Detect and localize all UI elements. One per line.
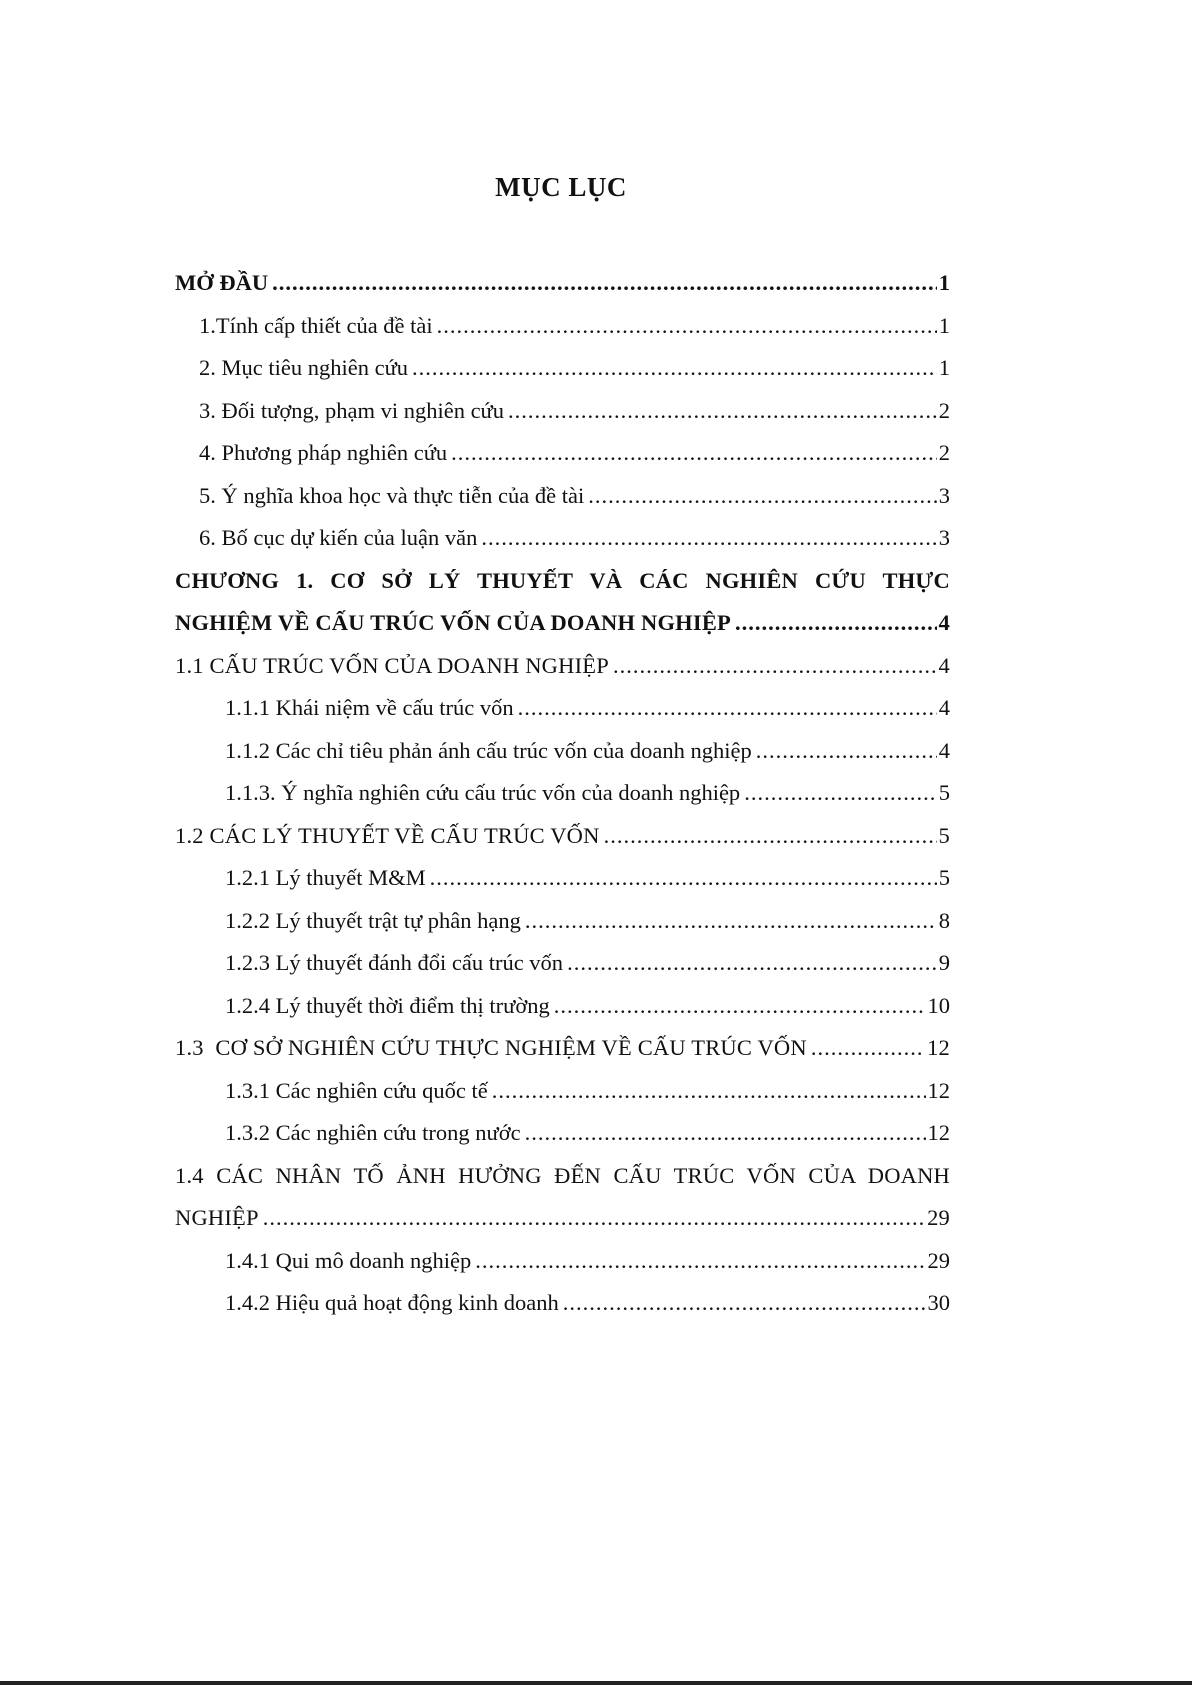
toc-entry-page: 3 bbox=[938, 482, 950, 508]
dot-leader bbox=[412, 355, 937, 381]
toc-entry[interactable] bbox=[175, 1205, 950, 1248]
toc-entry-line1[interactable]: CHƯƠNG 1. CƠ SỞ LÝ THUYẾT VÀ CÁC NGHIÊN CỨU THỰC bbox=[175, 567, 950, 593]
dot-leader bbox=[563, 1290, 926, 1316]
dot-leader bbox=[263, 1205, 925, 1231]
toc-entry-page: 8 bbox=[938, 907, 950, 933]
toc-entry-label: 4. Phương pháp nghiên cứu bbox=[199, 440, 448, 465]
toc-entry[interactable] bbox=[175, 1120, 950, 1163]
toc-entry-page: 5 bbox=[938, 780, 950, 805]
toc-entry-label: 1.4.2 Hiệu quả hoạt động kinh doanh bbox=[225, 1290, 559, 1315]
toc-entry[interactable] bbox=[175, 908, 950, 951]
toc-entry[interactable] bbox=[175, 780, 950, 823]
toc-entry-page: 12 bbox=[927, 1120, 950, 1145]
toc-entry[interactable] bbox=[175, 483, 950, 526]
toc-entry-label: 1.3 CƠ SỞ NGHIÊN CỨU THỰC NGHIỆM VỀ CẤU TRÚC VỐN bbox=[175, 1035, 807, 1060]
toc-entry[interactable] bbox=[175, 1248, 950, 1291]
toc-entry-page: 10 bbox=[927, 992, 950, 1018]
toc-entry-page: 5 bbox=[938, 865, 950, 890]
toc-entry-label: 1.3.2 Các nghiên cứu trong nước bbox=[225, 1120, 521, 1145]
toc-entry-page: 4 bbox=[938, 610, 950, 635]
toc-entry-label: 1.1.3. Ý nghĩa nghiên cứu cấu trúc vốn của doanh nghiệp bbox=[225, 780, 741, 805]
dot-leader bbox=[756, 738, 937, 764]
dot-leader bbox=[492, 1078, 926, 1104]
toc-entry[interactable] bbox=[175, 525, 950, 568]
dot-leader bbox=[604, 823, 937, 849]
toc-entry-label: 3. Đối tượng, phạm vi nghiên cứu bbox=[199, 397, 505, 423]
dot-leader bbox=[437, 313, 937, 339]
toc-entry-label: 2. Mục tiêu nghiên cứu bbox=[199, 355, 409, 380]
toc-entry-label: 1.1 CẤU TRÚC VỐN CỦA DOANH NGHIỆP bbox=[175, 652, 609, 678]
toc-entry[interactable] bbox=[175, 1290, 950, 1333]
toc-entry-page: 29 bbox=[927, 1205, 950, 1230]
toc-entry[interactable] bbox=[175, 1078, 950, 1121]
page-bottom-edge bbox=[0, 1681, 1192, 1685]
toc-entry-page: 29 bbox=[927, 1247, 950, 1273]
dot-leader bbox=[518, 695, 937, 721]
dot-leader bbox=[811, 1035, 925, 1061]
dot-leader bbox=[588, 483, 937, 509]
dot-leader bbox=[554, 993, 926, 1019]
toc-entry-label: 1.2.3 Lý thuyết đánh đổi cấu trúc vốn bbox=[225, 950, 564, 975]
toc-entry-line1[interactable]: 1.4 CÁC NHÂN TỐ ẢNH HƯỞNG ĐẾN CẤU TRÚC VỐN CỦA DOANH bbox=[175, 1162, 950, 1188]
toc-entry-label: 1.2 CÁC LÝ THUYẾT VỀ CẤU TRÚC VỐN bbox=[175, 822, 600, 848]
toc-entry[interactable] bbox=[175, 823, 950, 866]
toc-entry-page: 1 bbox=[938, 312, 950, 338]
toc-entry-page: 4 bbox=[938, 737, 950, 763]
dot-leader bbox=[613, 653, 937, 679]
dot-leader bbox=[430, 865, 937, 891]
toc-entry[interactable] bbox=[175, 398, 950, 441]
toc-entry-label: 1.1.1 Khái niệm về cấu trúc vốn bbox=[225, 695, 514, 720]
toc-entry[interactable] bbox=[175, 993, 950, 1036]
table-of-contents bbox=[175, 270, 950, 1333]
toc-entry-page: 4 bbox=[938, 652, 950, 678]
dot-leader bbox=[735, 610, 937, 636]
dot-leader bbox=[525, 908, 937, 934]
toc-entry-page: 12 bbox=[927, 1035, 950, 1060]
toc-entry[interactable] bbox=[175, 695, 950, 738]
dot-leader bbox=[744, 780, 937, 806]
toc-entry[interactable] bbox=[175, 313, 950, 356]
toc-entry-page: 5 bbox=[938, 822, 950, 848]
toc-entry-label: 1.4.1 Qui mô doanh nghiệp bbox=[225, 1247, 472, 1273]
toc-entry[interactable] bbox=[175, 270, 950, 313]
toc-entry-page: 2 bbox=[938, 397, 950, 423]
toc-entry-label: 1.2.2 Lý thuyết trật tự phân hạng bbox=[225, 907, 521, 933]
toc-entry-page: 3 bbox=[938, 525, 950, 550]
toc-entry-label: NGHIỆM VỀ CẤU TRÚC VỐN CỦA DOANH NGHIỆP bbox=[175, 610, 731, 635]
toc-entry[interactable] bbox=[175, 1035, 950, 1078]
toc-entry[interactable] bbox=[175, 440, 950, 483]
toc-entry-label: 1.3.1 Các nghiên cứu quốc tế bbox=[225, 1077, 488, 1103]
toc-entry-label: MỞ ĐẦU bbox=[175, 270, 269, 295]
toc-entry-label: 1.1.2 Các chỉ tiêu phản ánh cấu trúc vốn của doanh nghiệp bbox=[225, 737, 752, 763]
toc-entry-label: 1.2.4 Lý thuyết thời điểm thị trường bbox=[225, 992, 550, 1018]
toc-entry[interactable] bbox=[175, 355, 950, 398]
toc-entry-page: 30 bbox=[927, 1290, 950, 1315]
dot-leader bbox=[525, 1120, 926, 1146]
toc-entry[interactable] bbox=[175, 610, 950, 653]
toc-entry-page: 12 bbox=[927, 1077, 950, 1103]
toc-entry-page: 1 bbox=[938, 270, 950, 295]
toc-entry-label: NGHIỆP bbox=[175, 1205, 259, 1230]
toc-entry-label: 6. Bố cục dự kiến của luận văn bbox=[199, 525, 478, 550]
toc-entry-label: 5. Ý nghĩa khoa học và thực tiễn của đề tài bbox=[199, 482, 585, 508]
toc-entry-page: 2 bbox=[938, 440, 950, 465]
dot-leader bbox=[567, 950, 937, 976]
toc-entry[interactable] bbox=[175, 738, 950, 781]
dot-leader bbox=[475, 1248, 925, 1274]
dot-leader bbox=[272, 270, 937, 296]
dot-leader bbox=[451, 440, 937, 466]
toc-entry-label: 1.Tính cấp thiết của đề tài bbox=[199, 312, 433, 338]
toc-entry-page: 1 bbox=[938, 355, 950, 380]
toc-entry[interactable] bbox=[175, 865, 950, 908]
toc-title: MỤC LỤC bbox=[495, 172, 627, 202]
toc-entry[interactable] bbox=[175, 653, 950, 696]
dot-leader bbox=[508, 398, 937, 424]
dot-leader bbox=[481, 525, 936, 551]
toc-entry-label: 1.2.1 Lý thuyết M&M bbox=[225, 865, 426, 890]
toc-entry[interactable] bbox=[175, 950, 950, 993]
toc-entry-page: 4 bbox=[938, 695, 950, 720]
toc-entry-page: 9 bbox=[938, 950, 950, 975]
